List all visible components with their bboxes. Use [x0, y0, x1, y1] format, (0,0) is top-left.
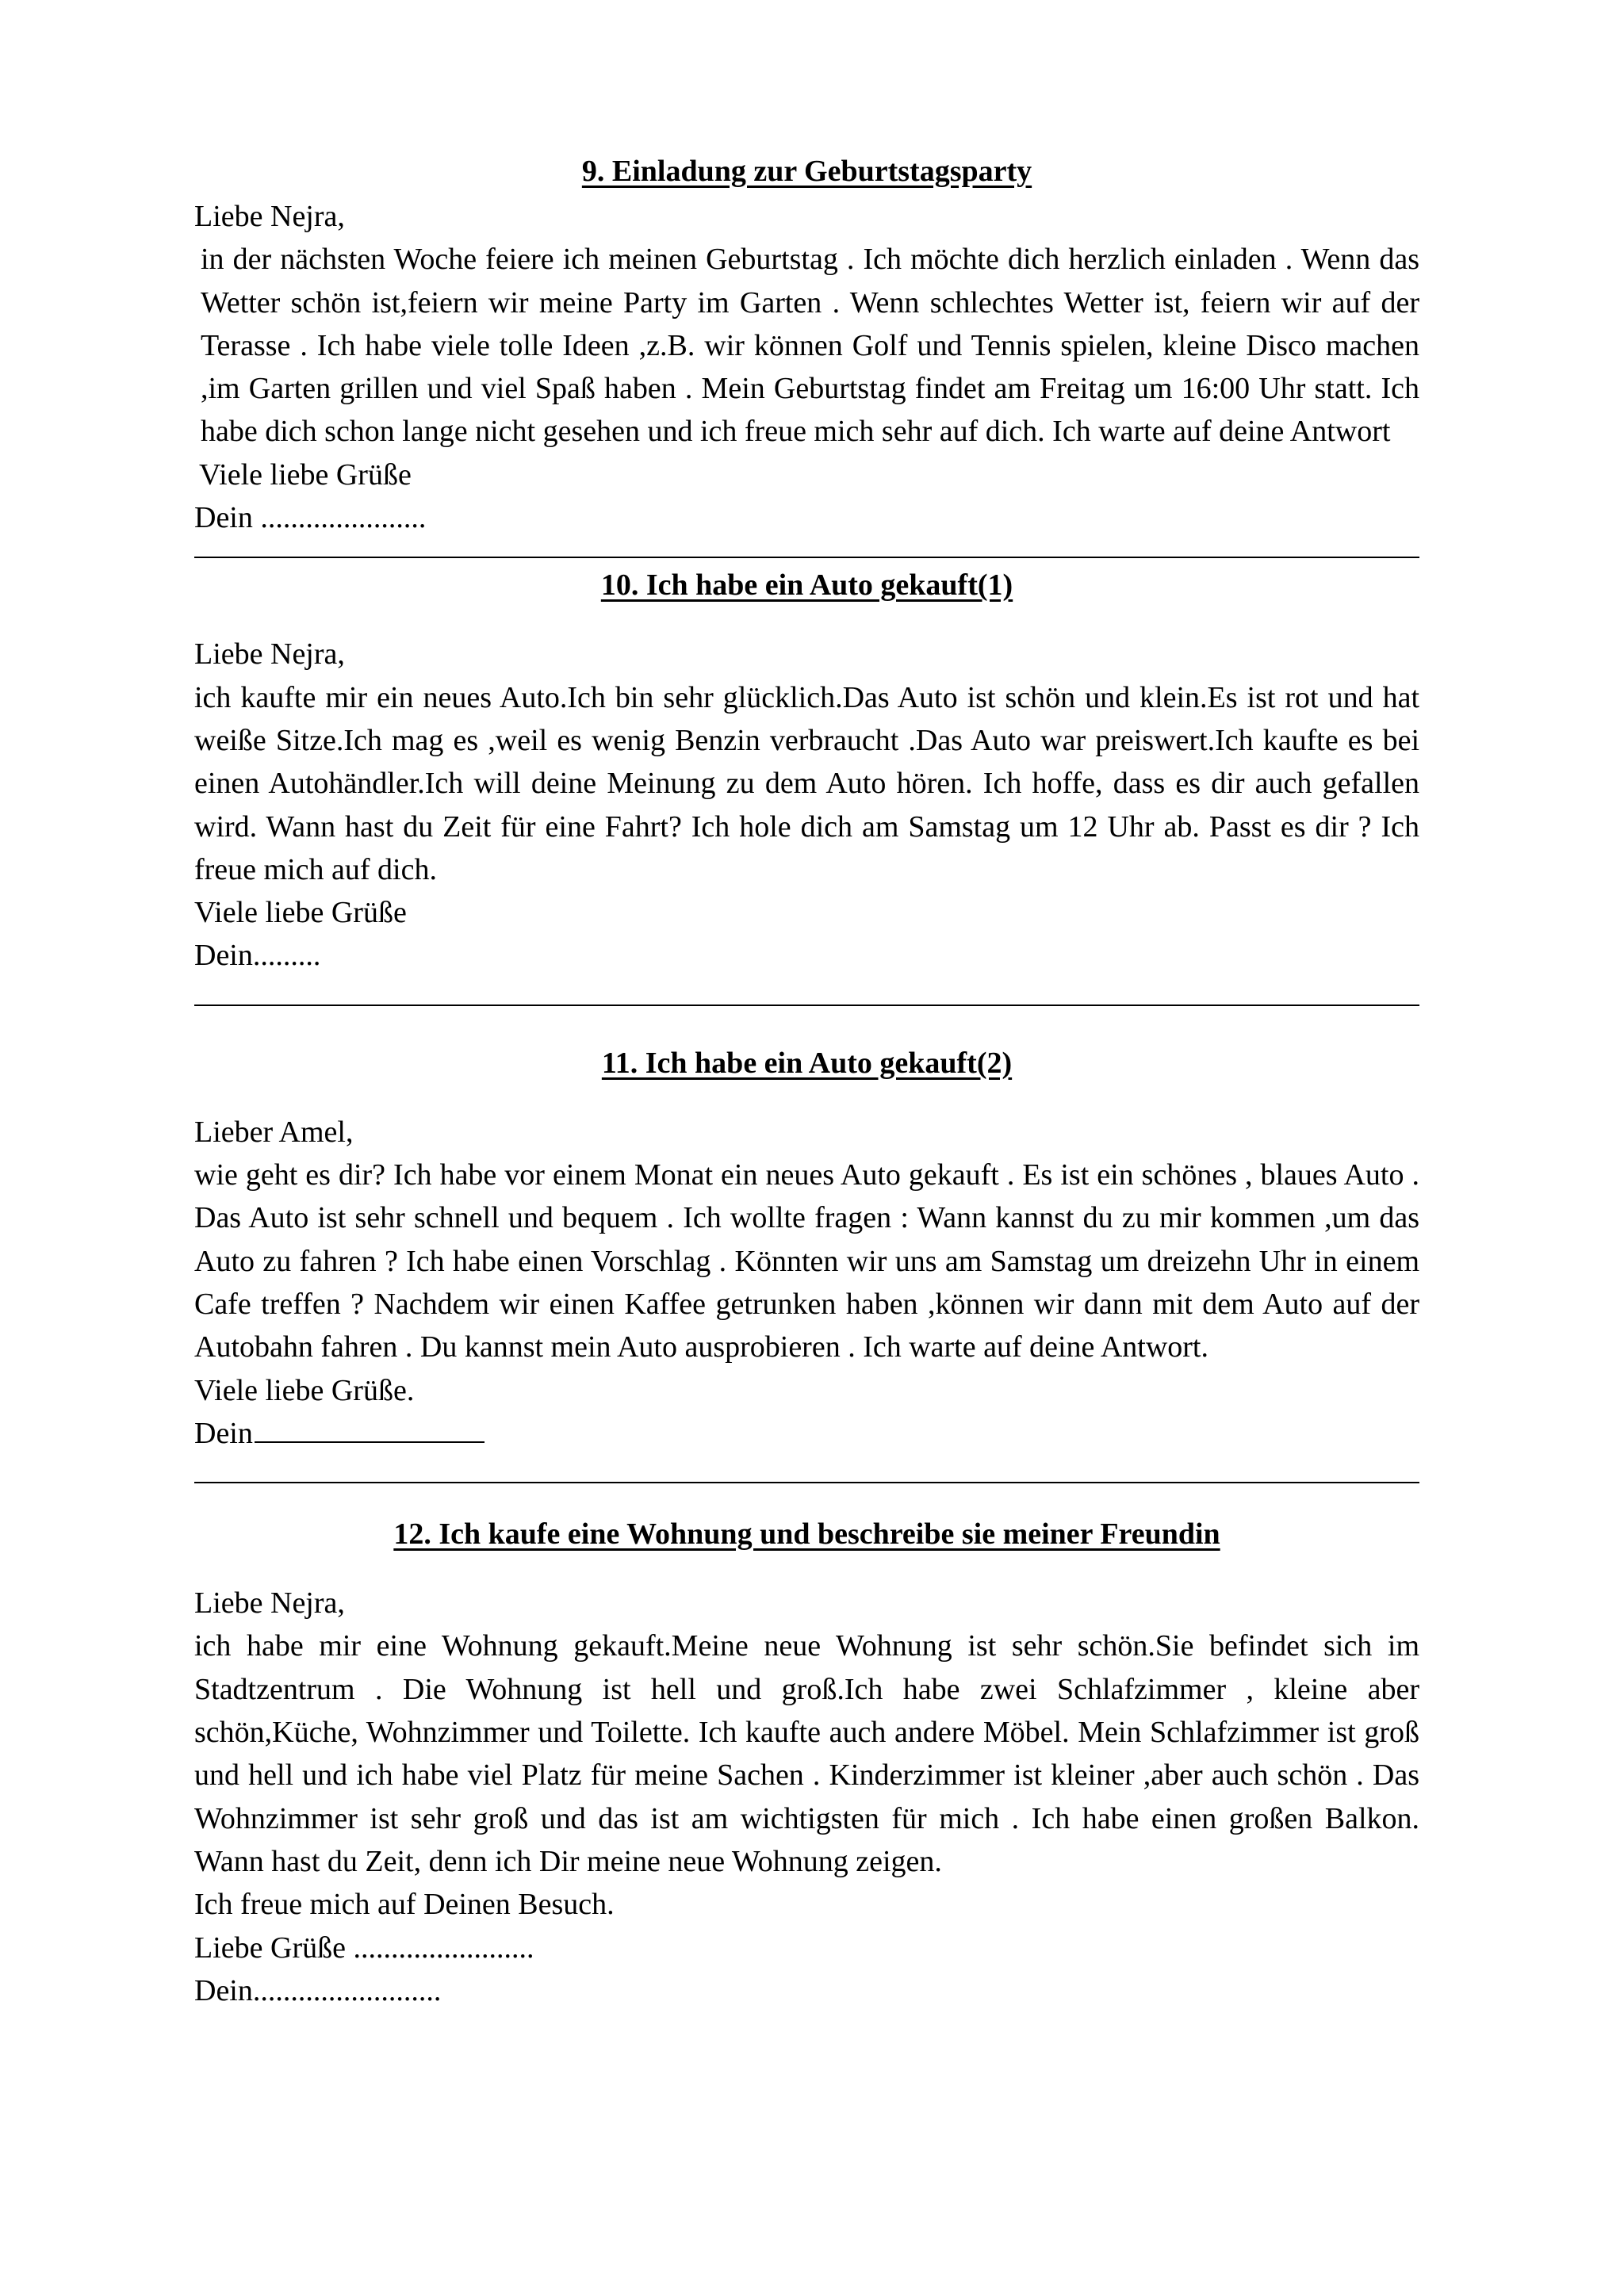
section-title: 12. Ich kaufe eine Wohnung und beschreibe sie meiner Freundin — [393, 1517, 1220, 1552]
letter-salutation: Liebe Nejra, — [194, 1586, 345, 1621]
signature-blank-line — [255, 1418, 485, 1443]
letter-body: ich kaufte mir ein neues Auto.Ich bin sehr glücklich.Das Auto ist schön und klein.Es ist rot und hat weiße Sitze.Ich mag es ,weil es wenig Benzin verbraucht .Das Auto war preiswert.Ich kaufte es bei einen Autohändler.Ich will deine Meinung zu dem Auto hören. Ich hoffe, dass es dir auch gefallen wird. Wann hast du Zeit für eine Fahrt? Ich hole dich am Samstag um 12 Uhr ab. Passt es dir ? Ich freue mich auf dich. — [194, 680, 1419, 886]
section-title: 11. Ich habe ein Auto gekauft(2) — [601, 1046, 1013, 1080]
letter-body: ich habe mir eine Wohnung gekauft.Meine neue Wohnung ist sehr schön.Sie befindet sich im Stadtzentrum . Die Wohnung ist hell und groß.Ich habe zwei Schlafzimmer , kleine aber schön,Küche, Wohnzimmer und Toilette. Ich kaufte auch andere Möbel. Mein Schlafzimmer ist groß und hell und ich habe viel Platz für meine Sachen . Kinderzimmer ist kleiner ,aber auch schön . Das Wohnzimmer ist sehr groß und das ist am wichtigsten für mich . Ich habe einen großen Balkon. Wann hast du Zeit, denn ich Dir meine neue Wohnung zeigen. — [194, 1629, 1419, 1878]
letter-body: in der nächsten Woche feiere ich meinen Geburtstag . Ich möchte dich herzlich einladen . Wenn das Wetter schön ist,feiern wir meine Party im Garten . Wenn schlechtes Wetter ist, feiern wir auf der Terasse . Ich habe viele tolle Ideen ,z.B. wir können Golf und Tennis spielen, kleine Disco machen ,im Garten grillen und viel Spaß haben . Mein Geburtstag findet am Freitag um 16:00 Uhr statt. Ich habe dich schon lange nicht gesehen und ich freue mich sehr auf dich. Ich warte auf deine Antwort — [201, 243, 1419, 449]
letter-signature: Dein ...................... — [194, 501, 427, 535]
section-divider — [194, 1482, 1419, 1483]
letter-closing: Viele liebe Grüße — [194, 896, 407, 930]
section-title: 9. Einladung zur Geburtstagsparty — [581, 155, 1032, 188]
letter-signature-line — [194, 1412, 1419, 1455]
letter-extra-line: Ich freue mich auf Deinen Besuch. — [194, 1888, 615, 1922]
section-divider — [194, 1004, 1419, 1006]
section-title: 10. Ich habe ein Auto gekauft(1) — [600, 568, 1013, 603]
letter-body: wie geht es dir? Ich habe vor einem Monat ein neues Auto gekauft . Es ist ein schönes , blaues Auto . Das Auto ist sehr schnell und bequem . Ich wollte fragen : Wann kannst du zu mir kommen ,um das Auto zu fahren ? Ich habe einen Vorschlag . Könnten wir uns am Samstag um dreizehn Uhr in einem Cafe treffen ? Nachdem wir einen Kaffee getrunken haben ,können wir dann mit dem Auto auf der Autobahn fahren . Du kannst mein Auto ausprobieren . Ich warte auf deine Antwort. — [194, 1158, 1419, 1364]
letter-closing: Viele liebe Grüße — [199, 457, 412, 492]
letter-salutation: Liebe Nejra, — [194, 200, 345, 233]
document-page — [194, 151, 1419, 2012]
letter-closing: Viele liebe Grüße. — [194, 1373, 415, 1407]
letter-salutation: Liebe Nejra, — [194, 637, 345, 672]
letter-signature: Dein — [194, 1416, 253, 1450]
section-divider — [194, 557, 1419, 558]
letter-closing: Liebe Grüße ........................ — [194, 1931, 534, 1965]
letter-signature: Dein......................... — [194, 1973, 442, 2007]
letter-salutation: Lieber Amel, — [194, 1115, 354, 1149]
letter-signature: Dein......... — [194, 939, 321, 973]
